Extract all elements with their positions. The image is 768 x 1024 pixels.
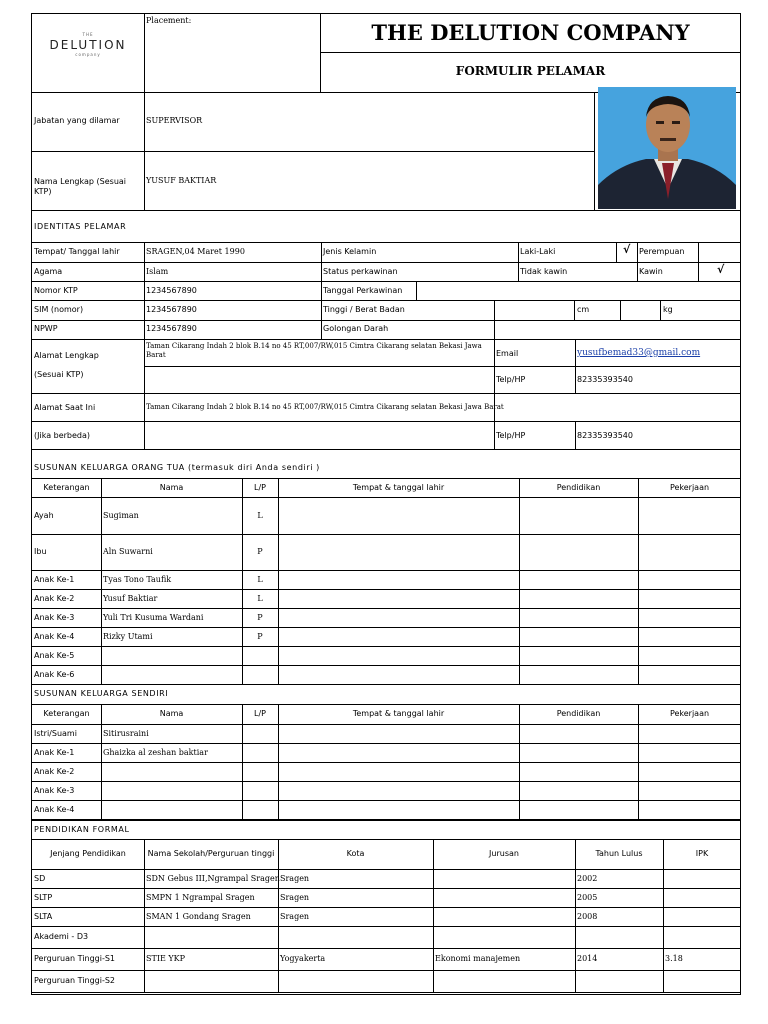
divider: [32, 608, 741, 609]
company-logo: THE DELUTION company: [49, 32, 127, 57]
divider: [32, 627, 741, 628]
column-header: Keterangan: [43, 709, 90, 718]
table-cell: Rizky Utami: [103, 631, 153, 641]
section-sendiri-title: SUSUNAN KELUARGA SENDIRI: [34, 689, 169, 698]
divider: [32, 724, 741, 725]
divider: [242, 704, 243, 819]
divider: [278, 839, 279, 992]
table-cell: SLTA: [34, 911, 53, 921]
table-cell: Sragen: [280, 873, 310, 883]
section-pendidikan-title: PENDIDIKAN FORMAL: [34, 825, 130, 834]
npwp-label: NPWP: [34, 324, 58, 333]
divider: [32, 800, 741, 801]
divider: [32, 262, 741, 263]
ttl-label: Tempat/ Tanggal lahir: [34, 247, 120, 256]
divider: [32, 478, 741, 479]
email-link[interactable]: yusufbemad33@gmail.com: [577, 348, 701, 358]
divider: [32, 762, 741, 763]
divider: [32, 970, 741, 971]
divider: [32, 589, 741, 590]
divider: [278, 478, 279, 684]
table-cell: P: [257, 612, 263, 622]
column-header: Jurusan: [489, 849, 519, 858]
table-cell: Tyas Tono Taufik: [103, 574, 172, 584]
alamat2-sub: (Jika berbeda): [34, 431, 91, 440]
divider: [32, 534, 741, 535]
jabatan-label: Jabatan yang dilamar: [34, 116, 120, 125]
section-identitas-title: IDENTITAS PELAMAR: [34, 222, 127, 231]
column-header: Nama Sekolah/Perguruan tinggi: [147, 849, 275, 858]
table-cell: L: [257, 593, 263, 603]
divider: [32, 820, 741, 821]
nama-value: YUSUF BAKTIAR: [146, 176, 217, 185]
divider: [32, 281, 741, 282]
column-header: Keterangan: [43, 482, 90, 492]
unit-cm: cm: [577, 305, 590, 314]
divider: [32, 704, 741, 705]
divider: [32, 948, 741, 949]
npwp-value: 1234567890: [146, 324, 197, 333]
divider: [144, 366, 741, 367]
table-cell: Sugiman: [103, 510, 139, 520]
table-cell: SD: [34, 873, 46, 883]
goldar-label: Golongan Darah: [323, 324, 389, 333]
column-header: Kota: [346, 849, 365, 858]
table-cell: SDN Gebus III,Ngrampal Sragen: [146, 873, 280, 883]
table-cell: Anak Ke-2: [34, 766, 75, 776]
table-cell: Sragen: [280, 911, 310, 921]
divider: [32, 888, 741, 889]
divider: [32, 393, 741, 394]
divider: [32, 665, 741, 666]
option-kawin: Kawin: [639, 267, 663, 276]
divider: [32, 210, 741, 211]
divider: [620, 300, 621, 320]
divider: [320, 52, 741, 53]
divider: [638, 478, 639, 684]
sim-label: SIM (nomor): [34, 305, 84, 314]
alamat2-label: Alamat Saat Ini: [34, 403, 96, 412]
option-tidak-kawin: Tidak kawin: [520, 267, 568, 276]
divider: [494, 300, 495, 449]
tgl-kawin-label: Tanggal Perkawinan: [323, 286, 403, 295]
divider: [698, 262, 699, 281]
divider: [433, 839, 434, 992]
column-header: L/P: [254, 482, 266, 492]
table-cell: Anak Ke-5: [34, 650, 75, 660]
table-cell: L: [257, 574, 263, 584]
divider: [32, 421, 741, 422]
table-cell: Akademi - D3: [34, 932, 89, 941]
divider: [575, 421, 576, 449]
column-header: Tempat & tanggal lahir: [352, 709, 445, 718]
divider: [32, 781, 741, 782]
company-name: THE DELUTION COMPANY: [371, 20, 690, 45]
divider: [321, 242, 322, 339]
table-cell: Anak Ke-1: [34, 747, 75, 757]
table-cell: Anak Ke-6: [34, 669, 75, 679]
table-cell: Ayah: [34, 510, 54, 520]
alamat2-value: Taman Cikarang Indah 2 blok B.14 no 45 RT,007/RW,015 Cimtra Cikarang selatan Bekasi Jawa Barat: [146, 403, 504, 411]
nama-label: Nama Lengkap (Sesuai KTP): [34, 177, 127, 196]
column-header: L/P: [254, 709, 266, 718]
divider: [32, 242, 741, 243]
table-cell: Yusuf Baktiar: [103, 593, 158, 603]
table-cell: Anak Ke-4: [34, 804, 75, 814]
agama-label: Agama: [34, 267, 63, 276]
table-cell: Anak Ke-4: [34, 631, 75, 641]
divider: [416, 281, 417, 300]
table-cell: Perguruan Tinggi-S2: [34, 976, 115, 985]
table-cell: Yogyakerta: [280, 954, 326, 963]
table-cell: SMPN 1 Ngrampal Sragen: [146, 892, 255, 902]
email-label: Email: [496, 349, 519, 358]
divider: [616, 242, 617, 262]
table-cell: Aln Suwarni: [103, 547, 153, 556]
column-header: Jenjang Pendidikan: [50, 849, 126, 858]
divider: [663, 839, 664, 992]
table-cell: 2008: [577, 911, 598, 921]
table-cell: Perguruan Tinggi-S1: [34, 954, 115, 963]
option-laki: Laki-Laki: [520, 247, 556, 256]
check-icon: √: [623, 243, 631, 256]
divider: [101, 478, 102, 684]
alamat-sub: (Sesuai KTP): [34, 370, 84, 379]
alamat-label: Alamat Lengkap: [34, 351, 99, 360]
column-header: IPK: [695, 849, 709, 858]
table-cell: P: [257, 547, 263, 556]
divider: [32, 743, 741, 744]
divider: [637, 242, 638, 281]
person-photo-icon: [598, 87, 736, 209]
divider: [101, 704, 102, 819]
divider: [519, 478, 520, 684]
column-header: Pekerjaan: [669, 709, 710, 718]
divider: [144, 14, 145, 92]
column-header: Tempat & tanggal lahir: [352, 482, 445, 492]
divider: [518, 242, 519, 281]
divider: [32, 646, 741, 647]
form-title: FORMULIR PELAMAR: [455, 64, 606, 78]
table-cell: SLTP: [34, 892, 53, 902]
table-cell: 2002: [577, 873, 598, 883]
column-header: Nama: [159, 709, 184, 718]
divider: [594, 92, 595, 210]
tb-label: Tinggi / Berat Badan: [323, 305, 405, 314]
option-perempuan: Perempuan: [639, 247, 685, 256]
telp-label: Telp/HP: [496, 375, 526, 384]
table-cell: Anak Ke-2: [34, 593, 75, 603]
ktp-value: 1234567890: [146, 286, 197, 295]
table-cell: 3.18: [665, 954, 683, 963]
column-header: Pendidikan: [556, 709, 601, 718]
divider: [32, 449, 741, 450]
table-cell: Sitirusraini: [103, 728, 149, 738]
table-cell: Anak Ke-3: [34, 612, 75, 622]
divider: [32, 151, 594, 152]
divider: [32, 300, 741, 301]
table-cell: 2005: [577, 892, 598, 902]
section-ortu-title: SUSUNAN KELUARGA ORANG TUA (termasuk diri Anda sendiri ): [34, 463, 320, 472]
divider: [638, 704, 639, 819]
table-cell: Istri/Suami: [34, 728, 77, 738]
divider: [32, 570, 741, 571]
divider: [574, 300, 575, 320]
sim-value: 1234567890: [146, 305, 197, 314]
check-icon: √: [717, 263, 725, 276]
table-cell: STIE YKP: [146, 954, 185, 963]
divider: [144, 839, 145, 992]
table-cell: Ekonomi manajemen: [435, 954, 521, 963]
table-cell: SMAN 1 Gondang Sragen: [146, 911, 251, 921]
divider: [32, 320, 741, 321]
divider: [660, 300, 661, 320]
jk-label: Jenis Kelamin: [323, 247, 377, 256]
jabatan-value: SUPERVISOR: [146, 116, 203, 125]
status-label: Status perkawinan: [323, 267, 398, 276]
divider: [575, 339, 576, 393]
unit-kg: kg: [663, 305, 673, 314]
telp2-label: Telp/HP: [496, 431, 526, 440]
table-cell: L: [257, 510, 263, 520]
table-cell: P: [257, 631, 263, 641]
divider: [32, 869, 741, 870]
divider: [698, 242, 699, 262]
application-form: [31, 13, 741, 995]
divider: [32, 992, 741, 993]
table-cell: Sragen: [280, 892, 310, 902]
divider: [144, 242, 145, 449]
table-cell: Anak Ke-3: [34, 785, 75, 795]
telp2-value: 82335393540: [577, 431, 633, 440]
divider: [32, 839, 741, 840]
divider: [278, 704, 279, 819]
column-header: Tahun Lulus: [595, 849, 643, 858]
divider: [575, 839, 576, 992]
divider: [32, 926, 741, 927]
table-cell: Ibu: [34, 547, 47, 556]
table-cell: 2014: [577, 954, 598, 963]
table-cell: Anak Ke-1: [34, 574, 75, 584]
column-header: Pendidikan: [556, 482, 601, 492]
table-cell: Ghaizka al zeshan baktiar: [103, 747, 208, 757]
agama-value: Islam: [146, 267, 169, 276]
divider: [519, 704, 520, 819]
column-header: Pekerjaan: [669, 482, 710, 492]
ktp-label: Nomor KTP: [34, 286, 78, 295]
divider: [32, 684, 741, 685]
ttl-value: SRAGEN,04 Maret 1990: [146, 247, 245, 256]
divider: [32, 497, 741, 498]
placement-label: Placement:: [146, 16, 192, 25]
applicant-photo: [598, 87, 736, 209]
table-cell: Yuli Tri Kusuma Wardani: [103, 612, 204, 622]
divider: [32, 907, 741, 908]
column-header: Nama: [159, 482, 184, 492]
telp-value: 82335393540: [577, 375, 633, 384]
divider: [32, 339, 741, 340]
alamat-value: Taman Cikarang Indah 2 blok B.14 no 45 RT,007/RW,015 Cimtra Cikarang selatan Bekasi Jawa Barat: [146, 342, 482, 359]
